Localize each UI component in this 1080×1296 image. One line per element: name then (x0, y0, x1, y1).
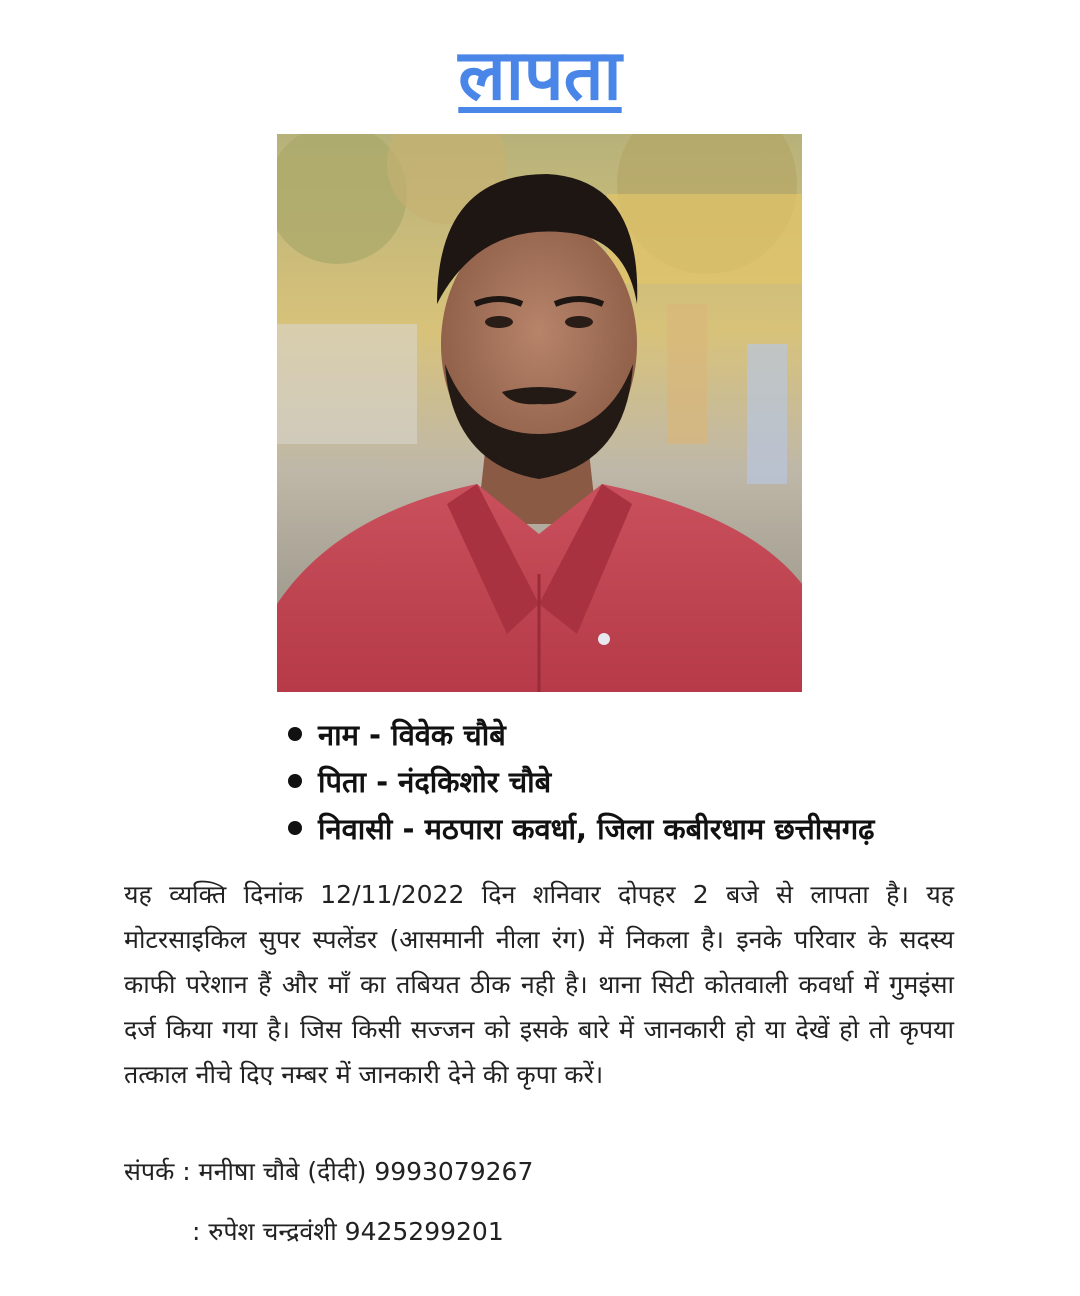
person-photo (277, 134, 802, 692)
bullet-icon (288, 727, 302, 741)
detail-father (288, 759, 875, 806)
bullet-icon (288, 774, 302, 788)
detail-father-text: पिता - नंदकिशोर चौबे (318, 765, 552, 799)
contact-line-2: : रुपेश चन्द्रवंशी 9425299201 (192, 1217, 504, 1246)
detail-name-text: नाम - विवेक चौबे (318, 718, 506, 752)
person-photo-icon (277, 134, 802, 692)
page-title: लापता (458, 34, 622, 116)
contact-line-1: संपर्क : मनीषा चौबे (दीदी) 9993079267 (124, 1157, 534, 1186)
detail-residence-text: निवासी - मठपारा कवर्धा, जिला कबीरधाम छत्तीसगढ़ (318, 812, 875, 846)
detail-name (288, 712, 875, 759)
details-list (288, 712, 875, 853)
bullet-icon (288, 821, 302, 835)
detail-residence (288, 806, 875, 853)
description-paragraph: यह व्यक्ति दिनांक 12/11/2022 दिन शनिवार दोपहर 2 बजे से लापता है। यह मोटरसाइकिल सुपर स्पलेंडर (आसमानी नीला रंग) में निकला है। इनके परिवार के सदस्य काफी परेशान हैं और माँ का तबियत ठीक नही है। थाना सिटी कोतवाली कवर्धा में गुमइंसा दर्ज किया गया है। जिस किसी सज्जन को इसके बारे में जानकारी हो या देखें हो तो कृपया तत्काल नीचे दिए नम्बर में जानकारी देने की कृपा करें। (124, 880, 954, 1089)
